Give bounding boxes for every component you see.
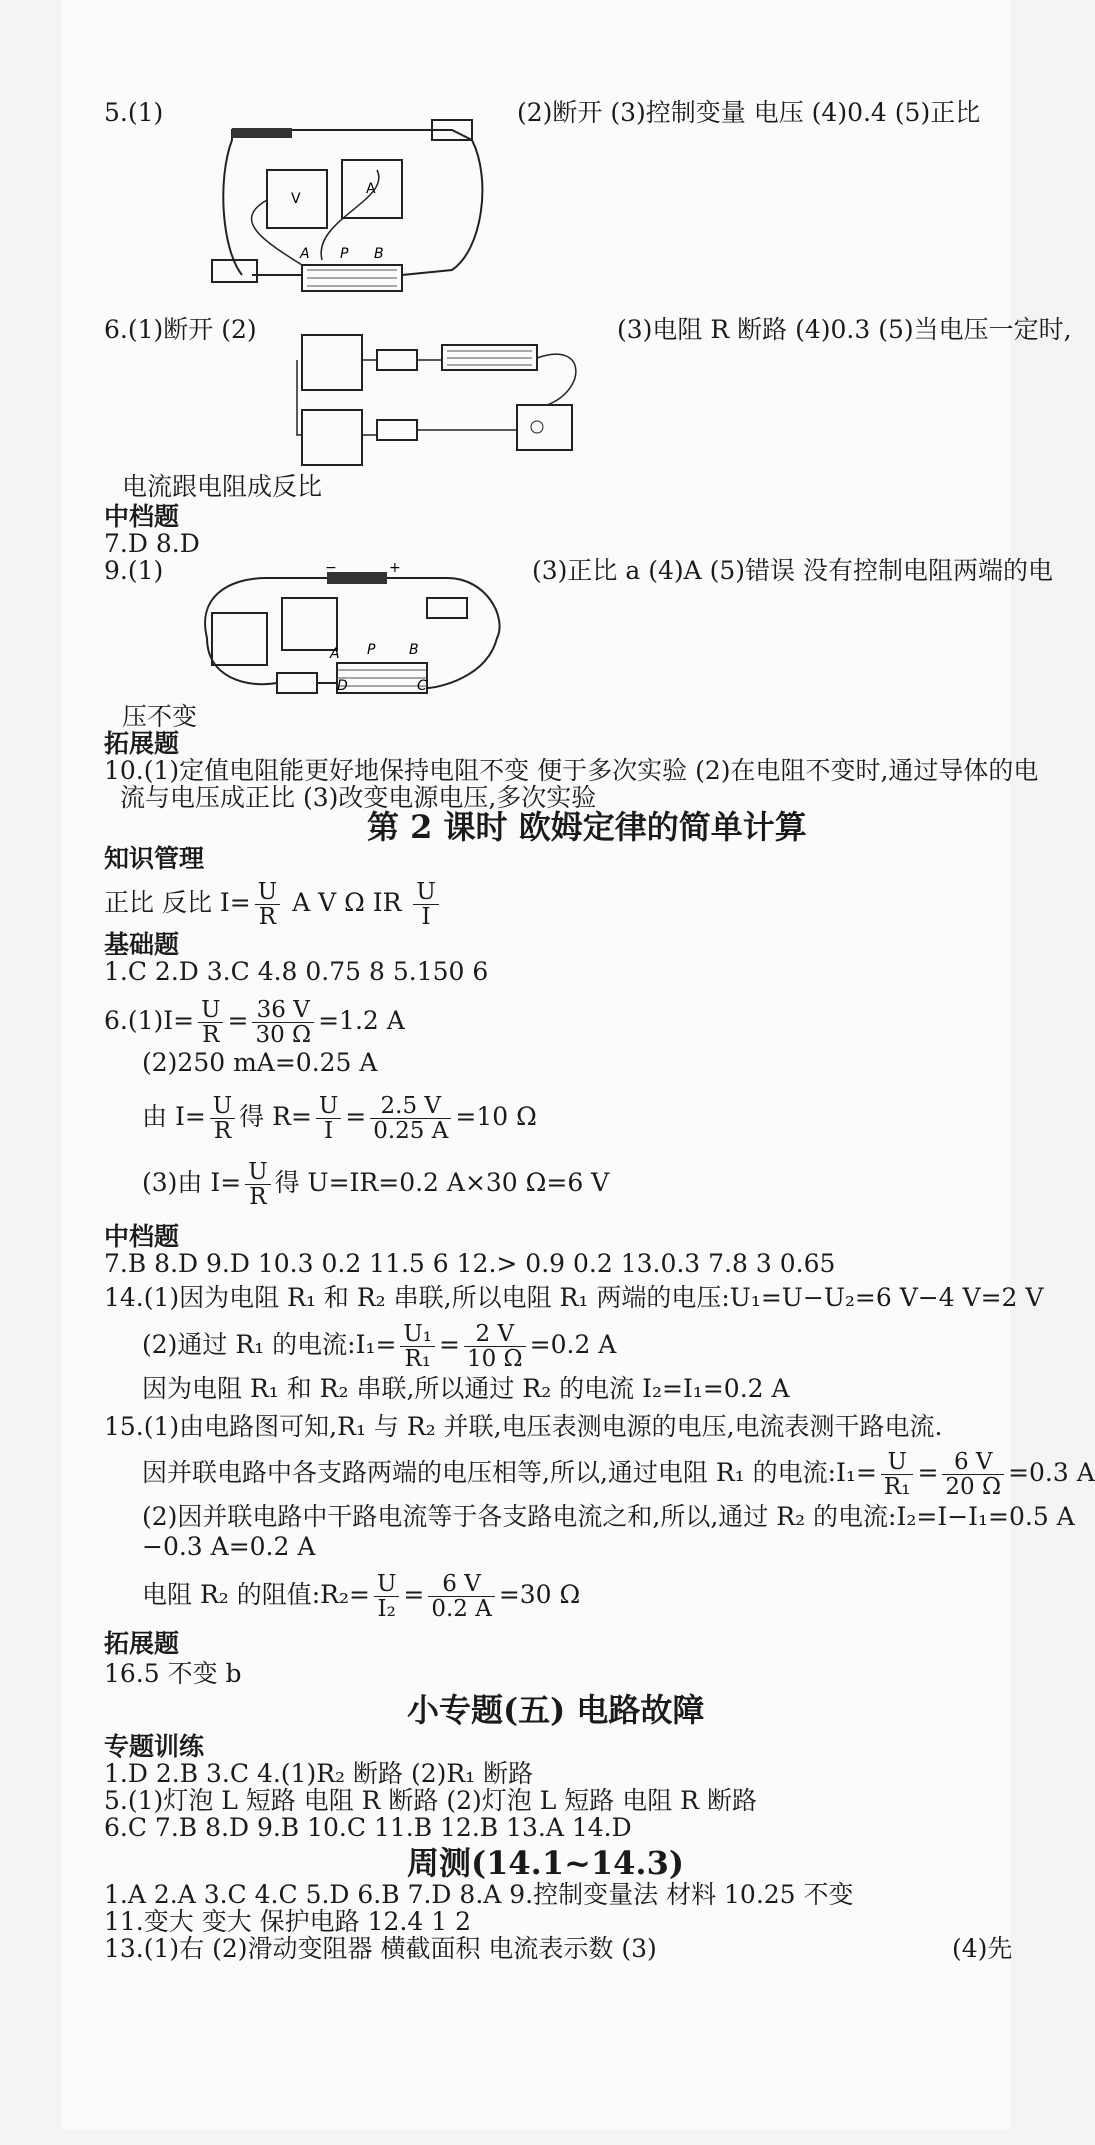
text: (2)通过 R₁ 的电流:I₁= <box>142 1330 397 1359</box>
q5-label-b: B <box>374 246 384 262</box>
text: 由 I= <box>142 1102 206 1131</box>
q6-answers: (3)电阻 R 断路 (4)0.3 (5)当电压一定时, <box>617 315 1072 344</box>
q15-line-2 <box>142 1450 1095 1499</box>
knowledge-frac-2 <box>413 880 438 929</box>
knowledge-text-a: 正比 反比 I= <box>104 888 251 917</box>
q6b-line-1 <box>104 998 405 1047</box>
q6-prefix: 6.(1)断开 (2) <box>104 315 257 344</box>
q15-line-3: (2)因并联电路中干路电流等于各支路电流之和,所以,通过 R₂ 的电流:I₂=I−I₁=0.5 A <box>142 1502 1075 1531</box>
frac-den: 10 Ω <box>466 1346 523 1372</box>
text: =1.2 A <box>318 1006 405 1035</box>
svg-text:+: + <box>389 560 401 576</box>
q14-line-3: 因为电阻 R₁ 和 R₂ 串联,所以通过 R₂ 的电流 I₂=I₁=0.2 A <box>142 1374 790 1403</box>
training-line-3: 6.C 7.B 8.D 9.B 10.C 11.B 12.B 13.A 14.D <box>104 1813 632 1842</box>
knowledge-text-b: A V Ω IR <box>292 888 402 917</box>
frac-den: R <box>213 1118 232 1144</box>
answer-page <box>62 0 1095 2130</box>
text: = <box>403 1580 425 1609</box>
mid-level-heading-1: 中档题 <box>104 502 180 531</box>
frac-den: R₁ <box>404 1346 431 1372</box>
q9-label-b: B <box>409 642 419 658</box>
frac <box>252 998 314 1047</box>
svg-text:V: V <box>291 191 301 207</box>
frac-num: 2.5 V <box>370 1094 451 1119</box>
text: =0.2 A <box>529 1330 617 1359</box>
svg-text:A: A <box>366 181 376 197</box>
frac-num: U <box>374 1572 399 1597</box>
knowledge-frac-1 <box>255 880 280 929</box>
frac-den: R <box>258 904 277 930</box>
q9-label-c: C <box>417 678 427 694</box>
text: 电阻 R₂ 的阻值:R₂= <box>142 1580 370 1609</box>
q10-line-1: 10.(1)定值电阻能更好地保持电阻不变 便于多次实验 (2)在电阻不变时,通过导体的电 <box>104 756 1039 785</box>
frac <box>370 1094 451 1143</box>
weekly-line-1: 1.A 2.A 3.C 4.C 5.D 6.B 7.D 8.A 9.控制变量法 材料 10.25 不变 <box>104 1880 854 1909</box>
q10-line-2: 流与电压成正比 (3)改变电源电压,多次实验 <box>120 783 597 812</box>
knowledge-heading: 知识管理 <box>104 844 205 873</box>
frac-num: U <box>245 1160 270 1185</box>
training-heading: 专题训练 <box>104 1732 205 1761</box>
weekly-line-3: 13.(1)右 (2)滑动变阻器 横截面积 电流表示数 (3) <box>104 1934 657 1963</box>
q5-prefix: 5.(1) <box>104 98 164 127</box>
frac <box>198 998 223 1047</box>
q9-label-d: D <box>337 678 348 694</box>
topic-5-title: 小专题(五) 电路故障 <box>407 1691 705 1729</box>
frac-num: 2 V <box>464 1322 526 1347</box>
frac-num: U <box>210 1094 235 1119</box>
basic-answers: 1.C 2.D 3.C 4.8 0.75 8 5.150 6 <box>104 957 489 986</box>
current-area-chart <box>687 1935 947 2145</box>
q15-line-1: 15.(1)由电路图可知,R₁ 与 R₂ 并联,电压表测电源的电压,电流表测干路电流. <box>104 1412 943 1441</box>
svg-text:−: − <box>325 560 337 576</box>
frac-den: R <box>202 1022 220 1048</box>
q7-q8-answers: 7.D 8.D <box>104 529 200 558</box>
weekly-line-2: 11.变大 变大 保护电路 12.4 1 2 <box>104 1907 471 1936</box>
mid-level-heading-2: 中档题 <box>104 1222 180 1251</box>
frac <box>464 1322 526 1371</box>
q9-answers: (3)正比 a (4)A (5)错误 没有控制电阻两端的电 <box>532 556 1053 585</box>
text: = <box>227 1006 249 1035</box>
training-line-2: 5.(1)灯泡 L 短路 电阻 R 断路 (2)灯泡 L 短路 电阻 R 断路 <box>104 1786 757 1815</box>
weekly-line-3-tail: (4)先 <box>952 1934 1013 1963</box>
q9-prefix: 9.(1) <box>104 556 164 585</box>
q14-line-1: 14.(1)因为电阻 R₁ 和 R₂ 串联,所以电阻 R₁ 两端的电压:U₁=U−U₂=6 V−4 V=2 V <box>104 1283 1044 1312</box>
frac <box>942 1450 1004 1499</box>
frac-num: 6 V <box>428 1572 495 1597</box>
text: 得 U=IR=0.2 A×30 Ω=6 V <box>274 1168 610 1197</box>
q6b-line-2: (2)250 mA=0.25 A <box>142 1048 378 1077</box>
text: 因并联电路中各支路两端的电压相等,所以,通过电阻 R₁ 的电流:I₁= <box>142 1458 877 1487</box>
q9-label-p: P <box>367 642 376 658</box>
frac-num: U <box>316 1094 341 1119</box>
frac-den: I <box>421 904 431 930</box>
frac-num: U <box>881 1450 914 1475</box>
circuit-diagram-q5 <box>192 100 512 300</box>
frac <box>374 1572 399 1621</box>
q14-line-2 <box>142 1322 616 1371</box>
q16-answer: 16.5 不变 b <box>104 1659 242 1688</box>
text: 6.(1)I= <box>104 1006 195 1035</box>
text: = <box>439 1330 460 1359</box>
text: 得 R= <box>239 1102 312 1131</box>
frac-num: 36 V <box>252 998 314 1023</box>
frac-den: 20 Ω <box>945 1474 1002 1500</box>
text: = <box>917 1458 939 1487</box>
q15-line-5 <box>142 1572 580 1621</box>
q5-label-p: P <box>340 246 349 262</box>
circuit-diagram-q9 <box>187 558 527 698</box>
q9-label-a: A <box>330 646 340 662</box>
text: =0.3 A <box>1008 1458 1095 1487</box>
q9-continuation: 压不变 <box>122 702 198 731</box>
mid-answers: 7.B 8.D 9.D 10.3 0.2 11.5 6 12.> 0.9 0.2 13.0.3 7.8 3 0.65 <box>104 1249 836 1278</box>
frac <box>245 1160 270 1209</box>
frac-den: I <box>324 1118 334 1144</box>
q5-answers: (2)断开 (3)控制变量 电压 (4)0.4 (5)正比 <box>517 98 981 127</box>
q6-continuation: 电流跟电阻成反比 <box>122 472 323 501</box>
frac-num: U <box>413 880 438 905</box>
extension-heading-2: 拓展题 <box>104 1629 180 1658</box>
frac-den: 0.25 A <box>373 1118 449 1144</box>
text: =10 Ω <box>455 1102 537 1131</box>
frac-den: 30 Ω <box>255 1022 312 1048</box>
frac <box>210 1094 235 1143</box>
frac-num: 6 V <box>942 1450 1004 1475</box>
text: (3)由 I= <box>142 1168 242 1197</box>
knowledge-line <box>104 880 443 929</box>
lesson-2-title: 第 2 课时 欧姆定律的简单计算 <box>367 808 807 846</box>
frac-den: 0.2 A <box>431 1596 492 1622</box>
text: = <box>345 1102 367 1131</box>
q6b-line-4 <box>142 1160 609 1209</box>
weekly-test-title: 周测(14.1~14.3) <box>407 1844 684 1882</box>
basic-heading: 基础题 <box>104 930 180 959</box>
frac <box>428 1572 495 1621</box>
circuit-diagram-q6 <box>287 320 607 470</box>
text: =30 Ω <box>498 1580 581 1609</box>
frac-num: U <box>255 880 280 905</box>
frac <box>400 1322 435 1371</box>
frac-den: R <box>249 1184 267 1210</box>
extension-heading-1: 拓展题 <box>104 729 180 758</box>
training-line-1: 1.D 2.B 3.C 4.(1)R₂ 断路 (2)R₁ 断路 <box>104 1759 534 1788</box>
q6b-line-3 <box>142 1094 537 1143</box>
frac <box>316 1094 341 1143</box>
frac-den: R₁ <box>883 1474 911 1500</box>
q15-line-4: −0.3 A=0.2 A <box>142 1532 316 1561</box>
frac <box>881 1450 914 1499</box>
frac-den: I₂ <box>377 1596 396 1622</box>
frac-num: U <box>198 998 223 1023</box>
q5-label-a: A <box>300 246 310 262</box>
frac-num: U₁ <box>400 1322 435 1347</box>
